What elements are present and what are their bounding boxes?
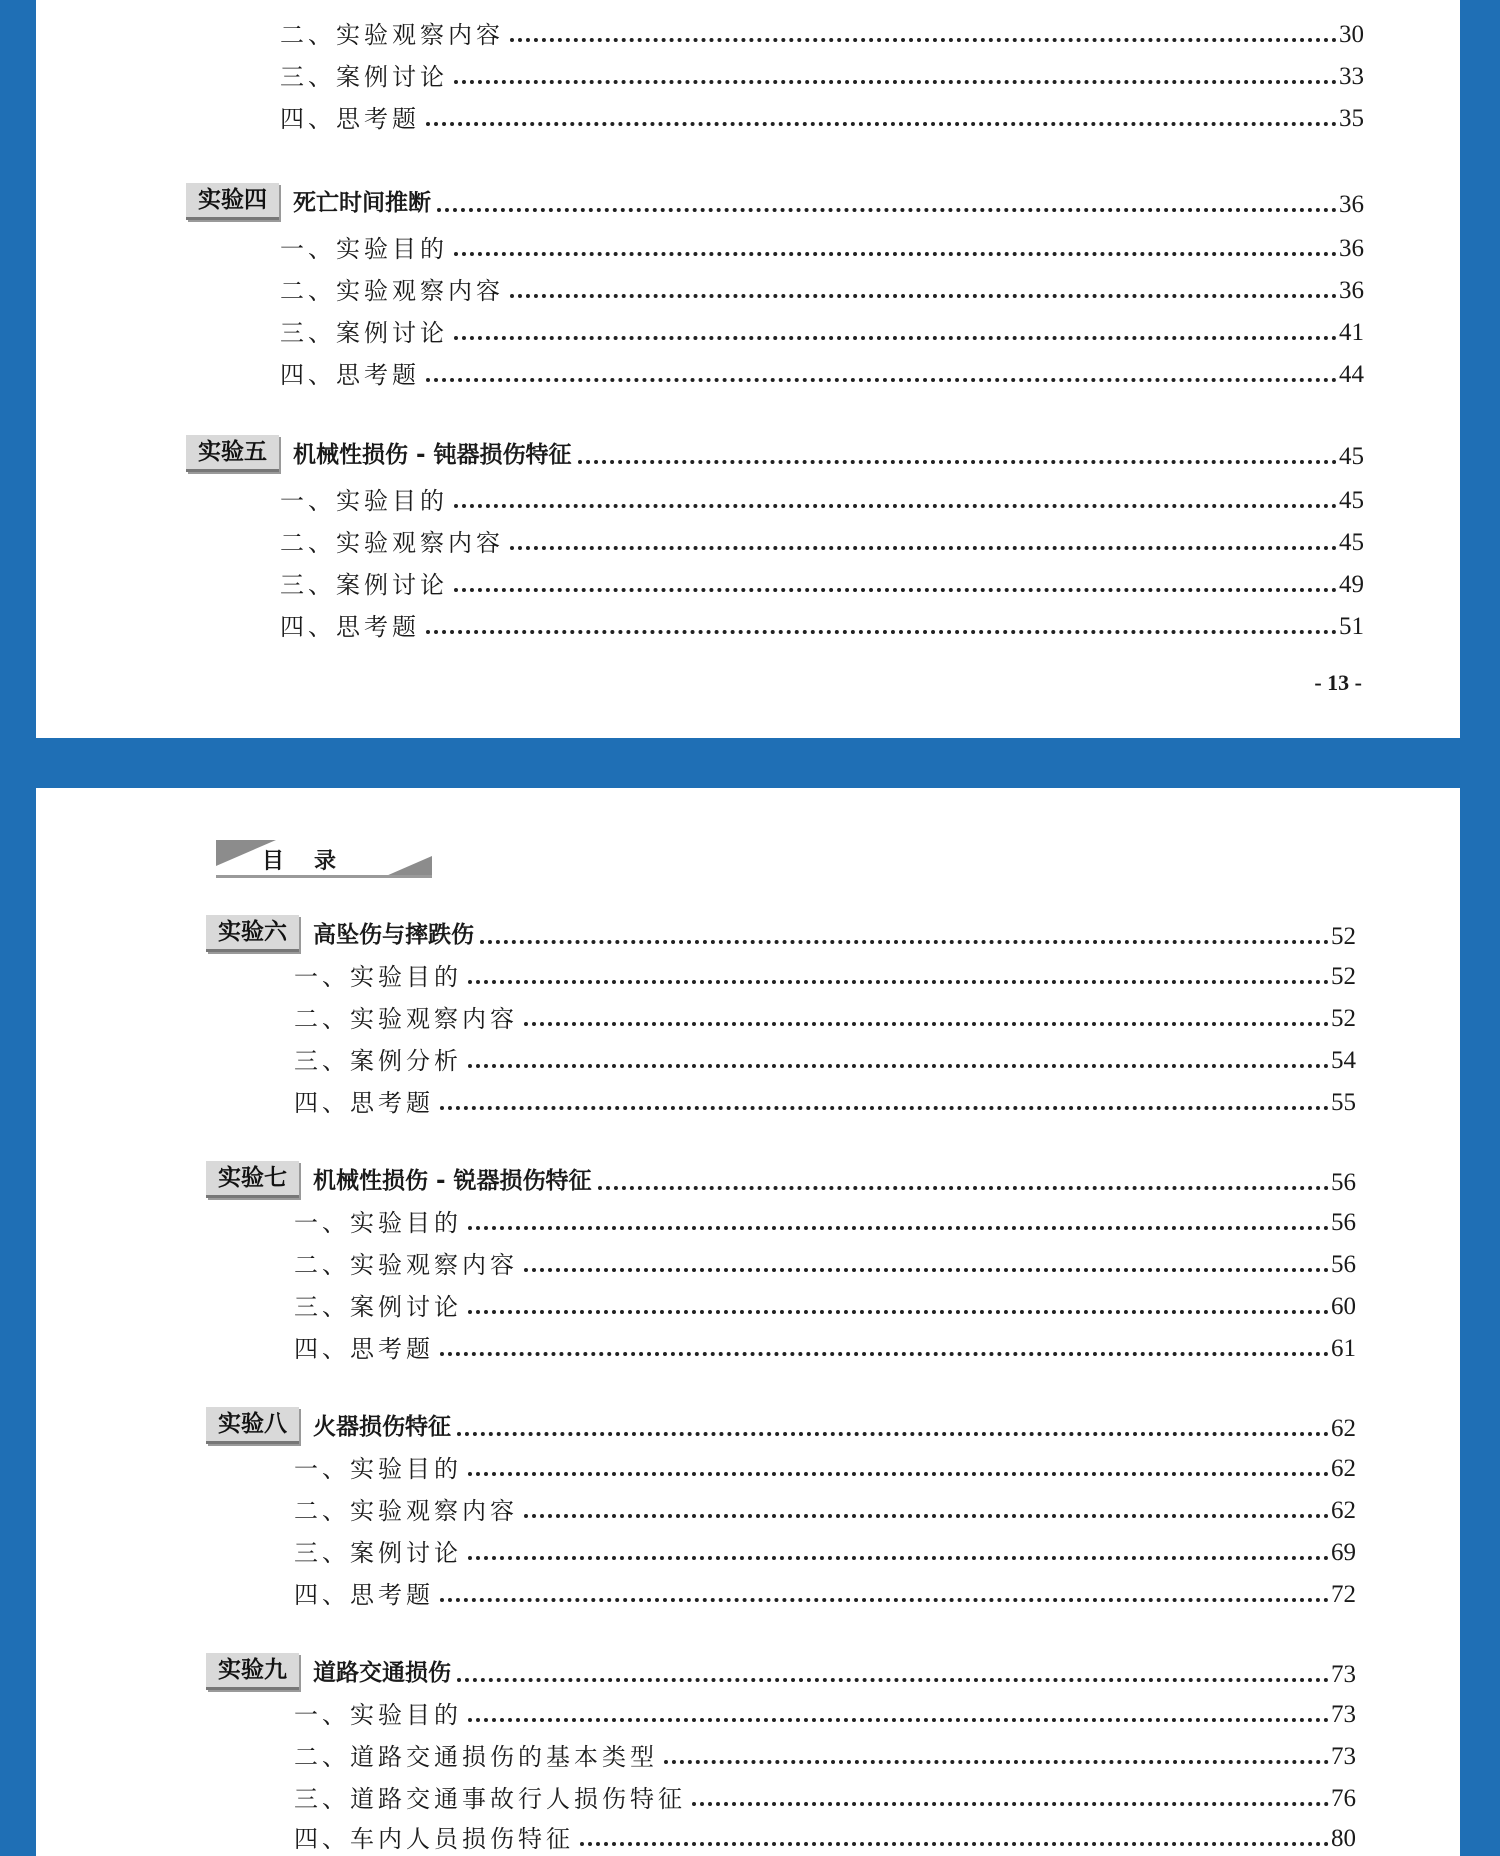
toc-page-number: 80 <box>1331 1825 1356 1852</box>
page-folio: - 13 - <box>1314 670 1362 695</box>
toc-page-number: 56 <box>1331 1209 1356 1236</box>
toc-subsection-row[interactable] <box>294 1082 1356 1118</box>
chapter-badge: 实验八 <box>206 1407 299 1444</box>
toc-chapter-title: 道路交通损伤 <box>313 1660 451 1686</box>
toc-page-number: 52 <box>1331 963 1356 990</box>
dot-leader <box>457 1432 1329 1436</box>
header-rule <box>216 875 432 878</box>
toc-page-number: 41 <box>1339 319 1364 346</box>
toc-page-number: 45 <box>1339 443 1364 470</box>
toc-chapter-row[interactable] <box>186 180 1364 220</box>
dot-leader <box>440 1352 1329 1356</box>
header-ornament-right <box>386 856 432 876</box>
dot-leader <box>480 940 1329 944</box>
toc-page-number: 30 <box>1339 21 1364 48</box>
toc-page-number: 72 <box>1331 1581 1356 1608</box>
toc-subsection-row[interactable] <box>294 1736 1356 1772</box>
dot-leader <box>524 1022 1329 1026</box>
dot-leader <box>440 1106 1329 1110</box>
toc-page-number: 56 <box>1331 1251 1356 1278</box>
dot-leader <box>454 252 1337 256</box>
toc-page-number: 51 <box>1339 613 1364 640</box>
toc-entry-label: 一、实验目的 <box>294 1455 462 1483</box>
toc-page-number: 49 <box>1339 571 1364 598</box>
toc-subsection-row[interactable] <box>294 1490 1356 1526</box>
chapter-badge: 实验五 <box>186 435 279 472</box>
toc-page-number: 73 <box>1331 1743 1356 1770</box>
dot-leader <box>454 588 1337 592</box>
toc-chapter-row[interactable] <box>206 1404 1356 1444</box>
dot-leader <box>468 980 1329 984</box>
toc-entry-label: 一、实验目的 <box>294 1701 462 1729</box>
toc-subsection-row[interactable] <box>294 1448 1356 1484</box>
toc-subsection-row[interactable] <box>294 1328 1356 1364</box>
dot-leader <box>510 38 1337 42</box>
toc-entry-label: 四、思考题 <box>280 613 420 641</box>
chapter-badge: 实验六 <box>206 915 299 952</box>
toc-header <box>216 840 432 880</box>
dot-leader <box>510 546 1337 550</box>
dot-leader <box>454 80 1337 84</box>
toc-entry-label: 一、实验目的 <box>280 235 448 263</box>
dot-leader <box>468 1718 1329 1722</box>
toc-entry-label: 三、案例分析 <box>294 1047 462 1075</box>
toc-page-number: 44 <box>1339 361 1364 388</box>
dot-leader <box>437 208 1337 212</box>
toc-subsection-row[interactable] <box>280 228 1364 264</box>
toc-page-number: 45 <box>1339 487 1364 514</box>
toc-subsection-row[interactable] <box>294 1244 1356 1280</box>
toc-page-number: 62 <box>1331 1455 1356 1482</box>
toc-entry-label: 四、车内人员损伤特征 <box>294 1825 574 1853</box>
toc-chapter-row[interactable] <box>206 1158 1356 1198</box>
toc-chapter-title: 机械性损伤 - 钝器损伤特征 <box>293 442 572 468</box>
dot-leader <box>468 1226 1329 1230</box>
toc-subsection-row[interactable] <box>294 956 1356 992</box>
toc-entry-label: 二、实验观察内容 <box>280 529 504 557</box>
toc-subsection-row[interactable] <box>294 1778 1356 1814</box>
dot-leader <box>524 1268 1329 1272</box>
toc-page-number: 69 <box>1331 1539 1356 1566</box>
dot-leader <box>454 504 1337 508</box>
toc-chapter-title: 火器损伤特征 <box>313 1414 451 1440</box>
toc-chapter-row[interactable] <box>206 912 1356 952</box>
toc-subsection-row[interactable] <box>280 480 1364 516</box>
toc-entry-label: 三、案例讨论 <box>280 319 448 347</box>
dot-leader <box>440 1598 1329 1602</box>
dot-leader <box>468 1472 1329 1476</box>
toc-page-number: 52 <box>1331 1005 1356 1032</box>
toc-page-number: 33 <box>1339 63 1364 90</box>
toc-entry-label: 四、思考题 <box>280 105 420 133</box>
chapter-badge: 实验七 <box>206 1161 299 1198</box>
toc-entry-label: 二、实验观察内容 <box>294 1005 518 1033</box>
toc-page-number: 60 <box>1331 1293 1356 1320</box>
toc-subsection-row[interactable] <box>280 354 1364 390</box>
dot-leader <box>426 378 1337 382</box>
toc-entry-label: 二、实验观察内容 <box>294 1251 518 1279</box>
toc-page-number: 54 <box>1331 1047 1356 1074</box>
toc-entry-label: 二、实验观察内容 <box>280 21 504 49</box>
toc-entry-label: 二、实验观察内容 <box>294 1497 518 1525</box>
toc-page-number: 73 <box>1331 1701 1356 1728</box>
dot-leader <box>457 1678 1329 1682</box>
toc-entry-label: 一、实验目的 <box>294 1209 462 1237</box>
toc-page-number: 62 <box>1331 1415 1356 1442</box>
dot-leader <box>524 1514 1329 1518</box>
dot-leader <box>426 122 1337 126</box>
dot-leader <box>468 1310 1329 1314</box>
toc-page-number: 36 <box>1339 235 1364 262</box>
toc-subsection-row[interactable] <box>280 522 1364 558</box>
toc-entry-label: 三、案例讨论 <box>280 571 448 599</box>
toc-page-top <box>36 0 1460 738</box>
toc-subsection-row[interactable] <box>280 564 1364 600</box>
toc-page-number: 73 <box>1331 1661 1356 1688</box>
chapter-badge: 实验九 <box>206 1653 299 1690</box>
toc-page-number: 56 <box>1331 1169 1356 1196</box>
toc-entry-label: 一、实验目的 <box>294 963 462 991</box>
toc-subsection-row[interactable] <box>280 56 1364 92</box>
dot-leader <box>598 1186 1329 1190</box>
toc-entry-label: 三、案例讨论 <box>294 1539 462 1567</box>
dot-leader <box>426 630 1337 634</box>
dot-leader <box>468 1556 1329 1560</box>
toc-page-number: 61 <box>1331 1335 1356 1362</box>
toc-page-number: 55 <box>1331 1089 1356 1116</box>
toc-entry-label: 三、案例讨论 <box>294 1293 462 1321</box>
toc-page-number: 36 <box>1339 191 1364 218</box>
toc-subsection-row[interactable] <box>294 1532 1356 1568</box>
toc-entry-label: 四、思考题 <box>294 1089 434 1117</box>
toc-header-title: 目录 <box>262 849 367 874</box>
toc-entry-label: 一、实验目的 <box>280 487 448 515</box>
toc-entry-label: 四、思考题 <box>280 361 420 389</box>
toc-page-number: 35 <box>1339 105 1364 132</box>
toc-subsection-row[interactable] <box>280 606 1364 642</box>
toc-chapter-row[interactable] <box>186 432 1364 472</box>
dot-leader <box>510 294 1337 298</box>
toc-subsection-row[interactable] <box>294 1818 1356 1854</box>
toc-subsection-row[interactable] <box>294 1694 1356 1730</box>
toc-entry-label: 三、道路交通事故行人损伤特征 <box>294 1785 686 1813</box>
toc-page-number: 52 <box>1331 923 1356 950</box>
toc-subsection-row[interactable] <box>294 998 1356 1034</box>
dot-leader <box>454 336 1337 340</box>
toc-chapter-row[interactable] <box>206 1650 1356 1690</box>
toc-page-number: 36 <box>1339 277 1364 304</box>
dot-leader <box>578 460 1337 464</box>
toc-page-number: 76 <box>1331 1785 1356 1812</box>
toc-subsection-row[interactable] <box>294 1574 1356 1610</box>
toc-subsection-row[interactable] <box>280 270 1364 306</box>
toc-entry-label: 四、思考题 <box>294 1335 434 1363</box>
toc-entry-label: 二、道路交通损伤的基本类型 <box>294 1743 658 1771</box>
toc-page-number: 62 <box>1331 1497 1356 1524</box>
dot-leader <box>468 1064 1329 1068</box>
chapter-badge: 实验四 <box>186 183 279 220</box>
toc-subsection-row[interactable] <box>280 312 1364 348</box>
toc-chapter-title: 机械性损伤 - 锐器损伤特征 <box>313 1168 592 1194</box>
toc-entry-label: 三、案例讨论 <box>280 63 448 91</box>
toc-subsection-row[interactable] <box>294 1040 1356 1076</box>
toc-subsection-row[interactable] <box>280 14 1364 50</box>
toc-entry-label: 二、实验观察内容 <box>280 277 504 305</box>
dot-leader <box>692 1802 1329 1806</box>
dot-leader <box>664 1760 1329 1764</box>
toc-subsection-row[interactable] <box>294 1286 1356 1322</box>
toc-page-bottom <box>36 788 1460 1856</box>
toc-chapter-title: 死亡时间推断 <box>293 190 431 216</box>
toc-chapter-title: 高坠伤与摔跌伤 <box>313 922 474 948</box>
toc-page-number: 45 <box>1339 529 1364 556</box>
toc-entry-label: 四、思考题 <box>294 1581 434 1609</box>
toc-subsection-row[interactable] <box>294 1202 1356 1238</box>
toc-subsection-row[interactable] <box>280 98 1364 134</box>
dot-leader <box>580 1842 1329 1846</box>
